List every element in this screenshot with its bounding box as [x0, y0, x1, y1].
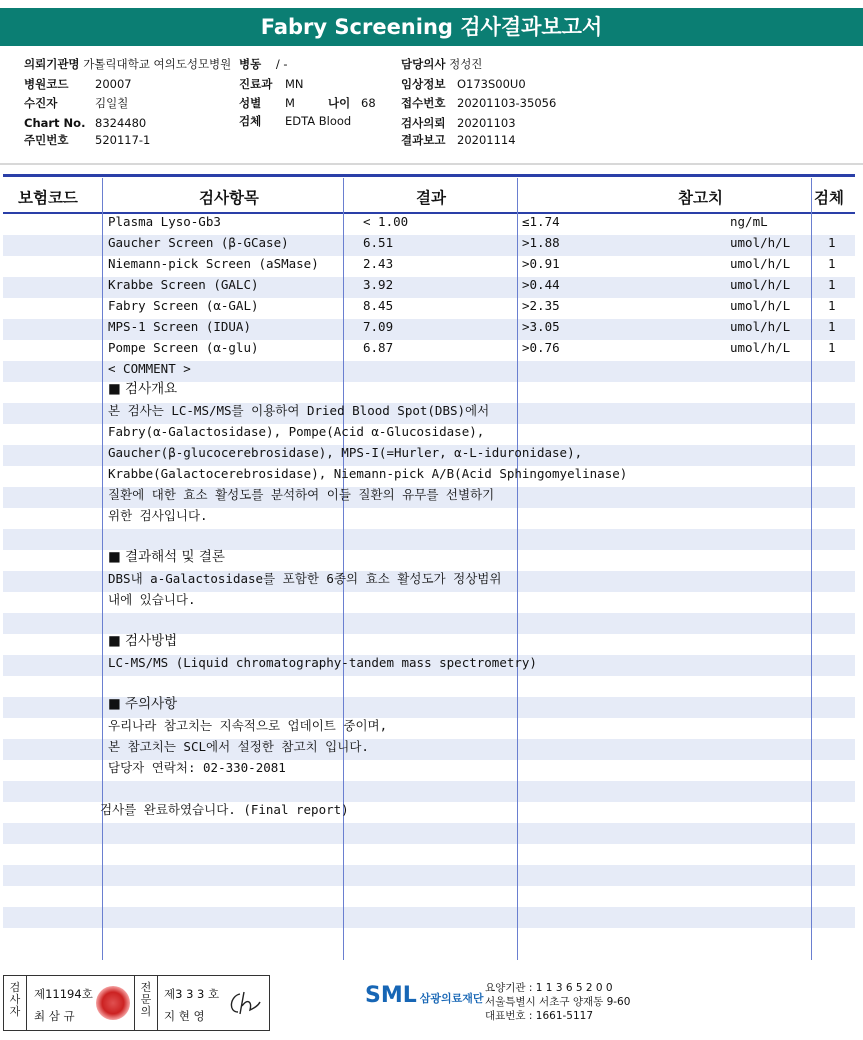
specimen-label: 검체 [239, 114, 262, 128]
test-item-cell: MPS-1 Screen (IDUA) [108, 319, 251, 334]
reference-cell: ≤1.74 [522, 214, 560, 229]
lab-address [485, 981, 630, 1023]
col-header-insurance-code: 보험코드 [18, 189, 78, 207]
unit-cell: umol/h/L [730, 256, 791, 271]
hospital-code-field [24, 77, 68, 91]
col-header-result: 결과 [416, 189, 446, 207]
unit-cell: umol/h/L [730, 340, 791, 355]
result-cell: 2.43 [363, 256, 394, 271]
header-divider [0, 163, 863, 165]
request-date-label: 검사의뢰 [401, 116, 446, 130]
sex-value: M [285, 96, 295, 110]
receipt-no-label: 접수번호 [401, 96, 446, 110]
result-cell: < 1.00 [363, 214, 409, 229]
ward-label: 병동 [239, 57, 262, 71]
result-cell: 8.45 [363, 298, 394, 313]
caution-line: 본 참고치는 SCL에서 설정한 참고치 입니다. [108, 739, 369, 754]
interpretation-line: 내에 있습니다. [108, 592, 196, 607]
sml-logo [365, 983, 484, 1008]
result-cell: 3.92 [363, 277, 394, 292]
request-date-value: 20201103 [457, 116, 516, 130]
handwritten-signature [226, 988, 262, 1018]
reference-cell: >1.88 [522, 235, 560, 250]
row-stripe [3, 907, 855, 928]
signer1-role: 검사자 [9, 981, 21, 1018]
method-line: LC-MS/MS (Liquid chromatography-tandem mass spectrometry) [108, 655, 537, 670]
reference-cell: >2.35 [522, 298, 560, 313]
institution-value: 가톨릭대학교 여의도성모병원 [83, 57, 232, 71]
clinical-info-value: O173S00U0 [457, 77, 526, 91]
doctor-label: 담당의사 [401, 57, 446, 71]
table-header-row [3, 178, 855, 212]
reference-cell: >0.44 [522, 277, 560, 292]
report-footer [0, 967, 863, 1040]
address-line: 요양기관 : 1 1 3 6 5 2 0 0 [485, 982, 613, 994]
chart-no-value: 8324480 [95, 116, 147, 130]
address-line: 대표번호 : 1661-5117 [485, 1010, 594, 1022]
report-date-value: 20201114 [457, 133, 516, 147]
test-item-cell: Krabbe Screen (GALC) [108, 277, 259, 292]
unit-cell: umol/h/L [730, 277, 791, 292]
test-item-cell: Niemann-pick Screen (aSMase) [108, 256, 319, 271]
signer1-name: 최 삼 규 [34, 1009, 75, 1023]
unit-cell: umol/h/L [730, 319, 791, 334]
institution-field [24, 57, 231, 71]
row-stripe [3, 823, 855, 844]
column-divider [102, 178, 103, 960]
chart-no-label: Chart No. [24, 116, 86, 130]
department-label: 진료과 [239, 77, 273, 91]
address-line: 서울특별시 서초구 양재동 9-60 [485, 996, 631, 1008]
logo-mark: SML [365, 983, 417, 1008]
institution-label: 의뢰기관명 [24, 57, 80, 71]
comment-heading: < COMMENT > [108, 361, 191, 376]
test-item-cell: Fabry Screen (α-GAL) [108, 298, 259, 313]
age-value: 68 [361, 96, 376, 110]
result-cell: 7.09 [363, 319, 394, 334]
signer1-role-cell [4, 976, 27, 1030]
signer1-license: 제11194호 [34, 987, 93, 1001]
reference-cell: >0.91 [522, 256, 560, 271]
caution-line: 담당자 연락처: 02-330-2081 [108, 760, 286, 775]
column-divider [811, 178, 812, 960]
resident-no-label: 주민번호 [24, 133, 69, 147]
overview-line: 질환에 대한 효소 활성도를 분석하여 이들 질환의 유무를 선별하기 [108, 487, 495, 502]
hospital-code-label: 병원코드 [24, 77, 69, 91]
patient-label: 수진자 [24, 96, 58, 110]
unit-cell: umol/h/L [730, 298, 791, 313]
official-seal-stamp [96, 986, 130, 1020]
results-table [3, 174, 858, 959]
overview-line: Fabry(α-Galactosidase), Pompe(Acid α-Glucosidase), [108, 424, 485, 439]
row-stripe [3, 865, 855, 886]
patient-value: 김일칠 [95, 96, 129, 110]
overview-line: 본 검사는 LC-MS/MS를 이용하여 Dried Blood Spot(DBS)에서 [108, 403, 490, 418]
overview-line: Krabbe(Galactocerebrosidase), Niemann-pick A/B(Acid Sphingomyelinase) [108, 466, 628, 481]
col-header-reference: 참고치 [678, 189, 723, 207]
method-title: ■ 검사방법 [108, 633, 178, 649]
result-cell: 6.51 [363, 235, 394, 250]
col-header-test-item: 검사항목 [199, 189, 259, 207]
logo-org: 삼광의료재단 [419, 992, 484, 1005]
overview-line: 위한 검사입니다. [108, 508, 208, 523]
sex-label: 성별 [239, 96, 262, 110]
column-divider [517, 178, 518, 960]
doctor-value: 정성진 [449, 57, 483, 71]
hospital-code-value: 20007 [95, 77, 132, 91]
specimen-cell: 1 [828, 319, 836, 334]
resident-no-value: 520117-1 [95, 133, 151, 147]
test-item-cell: Pompe Screen (α-glu) [108, 340, 259, 355]
signer2-name: 지 현 영 [164, 1009, 205, 1023]
interpretation-title: ■ 결과해석 및 결론 [108, 549, 225, 565]
doctor-field [401, 57, 482, 71]
result-cell: 6.87 [363, 340, 394, 355]
signer2-license: 제3 3 3 호 [164, 987, 220, 1001]
specimen-cell: 1 [828, 340, 836, 355]
overview-title: ■ 검사개요 [108, 381, 178, 397]
specimen-cell: 1 [828, 235, 836, 250]
signature-box [3, 975, 270, 1031]
final-report-note: 검사를 완료하였습니다. (Final report) [100, 802, 349, 817]
receipt-no-value: 20201103-35056 [457, 96, 557, 110]
specimen-value: EDTA Blood [285, 114, 352, 128]
interpretation-line: DBS내 a-Galactosidase를 포함한 6종의 효소 활성도가 정상범위 [108, 571, 502, 586]
reference-cell: >0.76 [522, 340, 560, 355]
caution-title: ■ 주의사항 [108, 696, 178, 712]
table-top-rule [3, 174, 855, 177]
unit-cell: umol/h/L [730, 235, 791, 250]
department-value: MN [285, 77, 304, 91]
specimen-cell: 1 [828, 256, 836, 271]
signer2-role-cell [134, 976, 158, 1030]
report-date-label: 결과보고 [401, 133, 446, 147]
test-item-cell: Gaucher Screen (β-GCase) [108, 235, 289, 250]
caution-line: 우리나라 참고치는 지속적으로 업데이트 중이며, [108, 718, 388, 733]
col-header-specimen: 검체 [814, 189, 844, 207]
ward-value: / - [275, 57, 288, 71]
age-label: 나이 [328, 96, 351, 110]
specimen-cell: 1 [828, 277, 836, 292]
ward-field [239, 57, 288, 71]
test-item-cell: Plasma Lyso-Gb3 [108, 214, 221, 229]
overview-line: Gaucher(β-glucocerebrosidase), MPS-I(=Hurler, α-L-iduronidase), [108, 445, 583, 460]
reference-cell: >3.05 [522, 319, 560, 334]
specimen-cell: 1 [828, 298, 836, 313]
report-title: Fabry Screening 검사결과보고서 [0, 8, 863, 46]
unit-cell: ng/mL [730, 214, 768, 229]
clinical-info-label: 임상정보 [401, 77, 446, 91]
signer2-role: 전문의 [140, 981, 152, 1018]
